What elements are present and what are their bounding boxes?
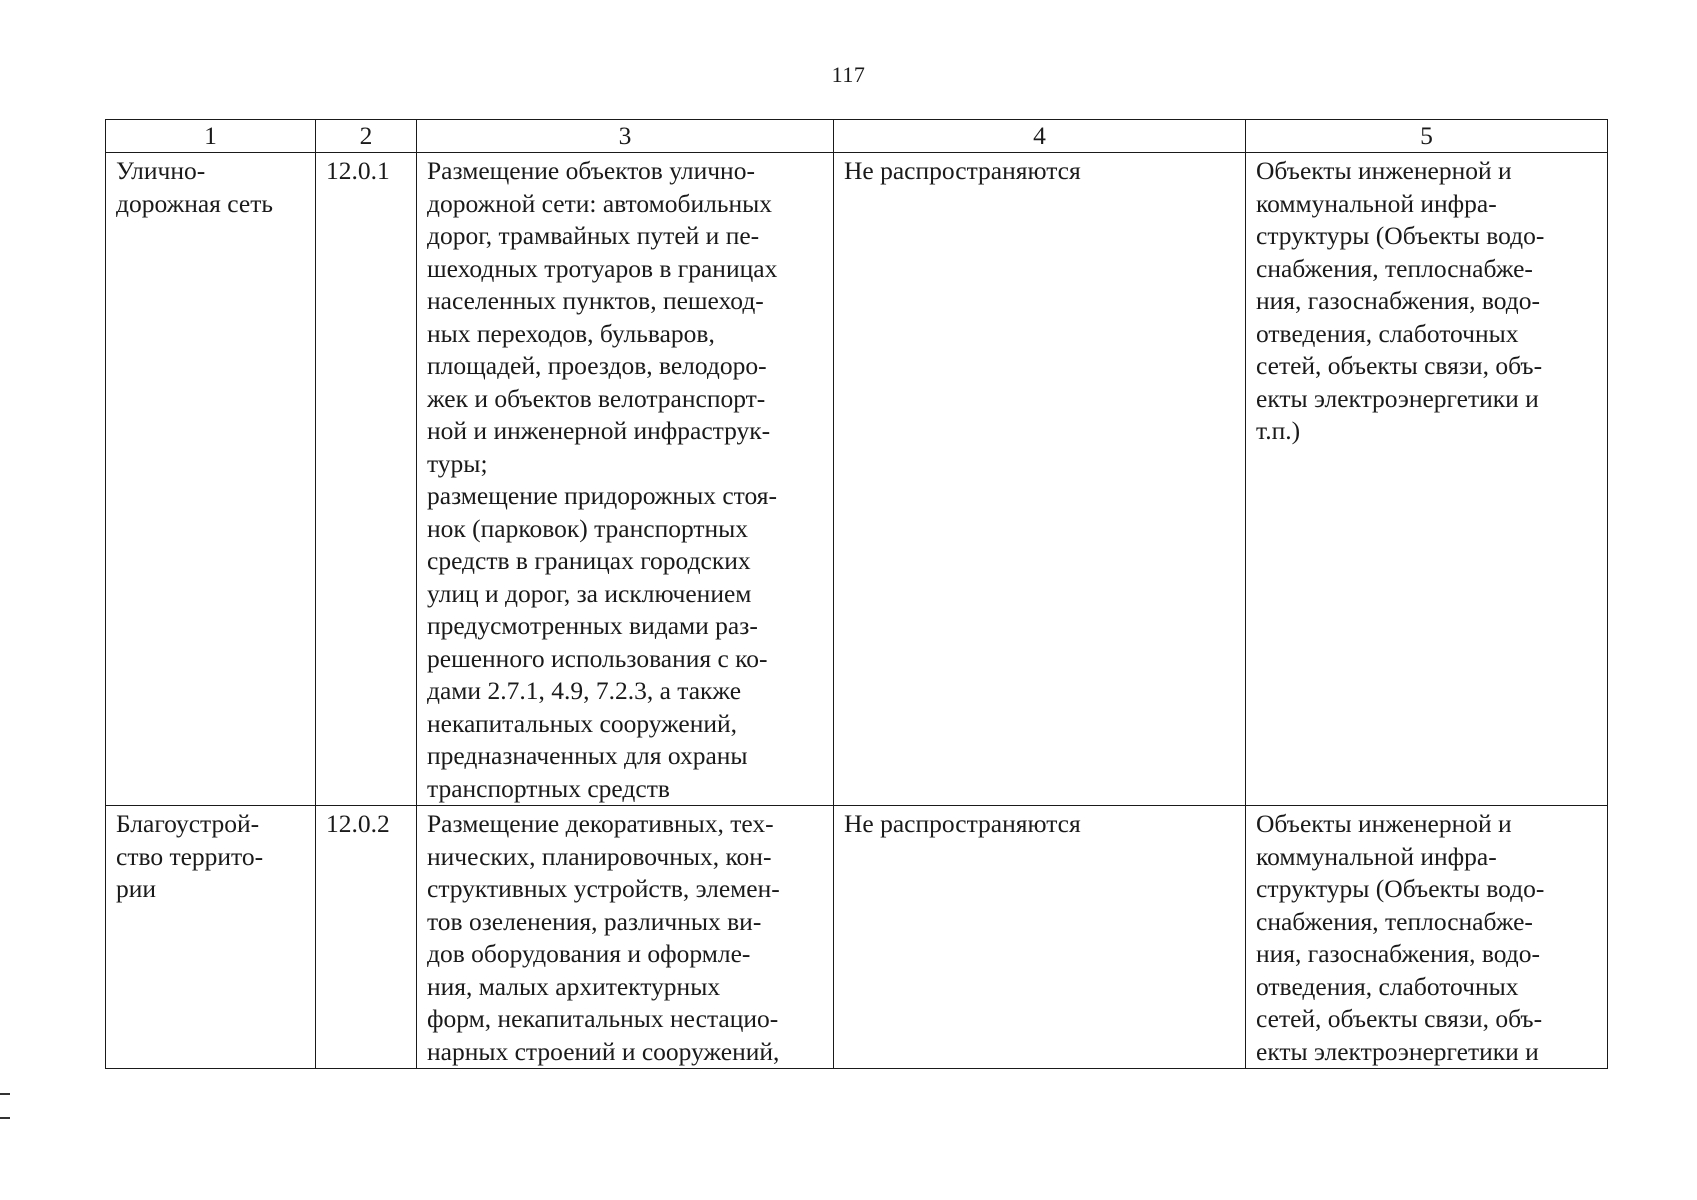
page-number: 117	[831, 62, 866, 87]
column-header-2: 2	[316, 120, 417, 153]
land-use-name: Благоустрой- ство террито- рии	[106, 806, 316, 1069]
scan-edge-mark	[0, 1117, 10, 1119]
land-use-name: Улично- дорожная сеть	[106, 153, 316, 806]
land-use-column-5: Объекты инженерной и коммунальной инфра- структуры (Объекты водо- снабжения, теплоснабже- ния, газоснабжения, водо- отведения, слаботочных сетей, объекты связи, объ- екты электроэнергетики и т.п.)	[1246, 153, 1608, 806]
land-use-description: Размещение объектов улично- дорожной сети: автомобильных дорог, трамвайных путей и пе- шеходных тротуаров в границах населенных пунктов, пешеход- ных переходов, бульваров, площадей, проездов, велодоро- жек и объектов велотранспорт- ной и инженерной инфраструк- туры; размещение придорожных стоя- нок (парковок) транспортных средств в границах городских улиц и дорог, за исключением предусмотренных видами раз- решенного использования с ко- дами 2.7.1, 4.9, 7.2.3, а также некапитальных сооружений, предназначенных для охраны транспортных средств	[417, 153, 834, 806]
scan-edge-mark	[0, 1093, 10, 1095]
land-use-code: 12.0.1	[316, 153, 417, 806]
land-use-column-5: Объекты инженерной и коммунальной инфра- структуры (Объекты водо- снабжения, теплоснабже- ния, газоснабжения, водо- отведения, слаботочных сетей, объекты связи, объ- екты электроэнергетики и	[1246, 806, 1608, 1069]
column-header-1: 1	[106, 120, 316, 153]
land-use-table	[105, 119, 1608, 1069]
table-row	[106, 153, 1608, 806]
table-header-row	[106, 120, 1608, 153]
land-use-description: Размещение декоративных, тех- нических, планировочных, кон- структивных устройств, элемен- тов озеленения, различных ви- дов оборудования и оформле- ния, малых архитектурных форм, некапитальных нестацио- нарных строений и сооружений,	[417, 806, 834, 1069]
land-use-column-4: Не распространяются	[834, 153, 1246, 806]
column-header-5: 5	[1246, 120, 1608, 153]
land-use-code: 12.0.2	[316, 806, 417, 1069]
land-use-column-4: Не распространяются	[834, 806, 1246, 1069]
column-header-3: 3	[417, 120, 834, 153]
column-header-4: 4	[834, 120, 1246, 153]
table-row	[106, 806, 1608, 1069]
